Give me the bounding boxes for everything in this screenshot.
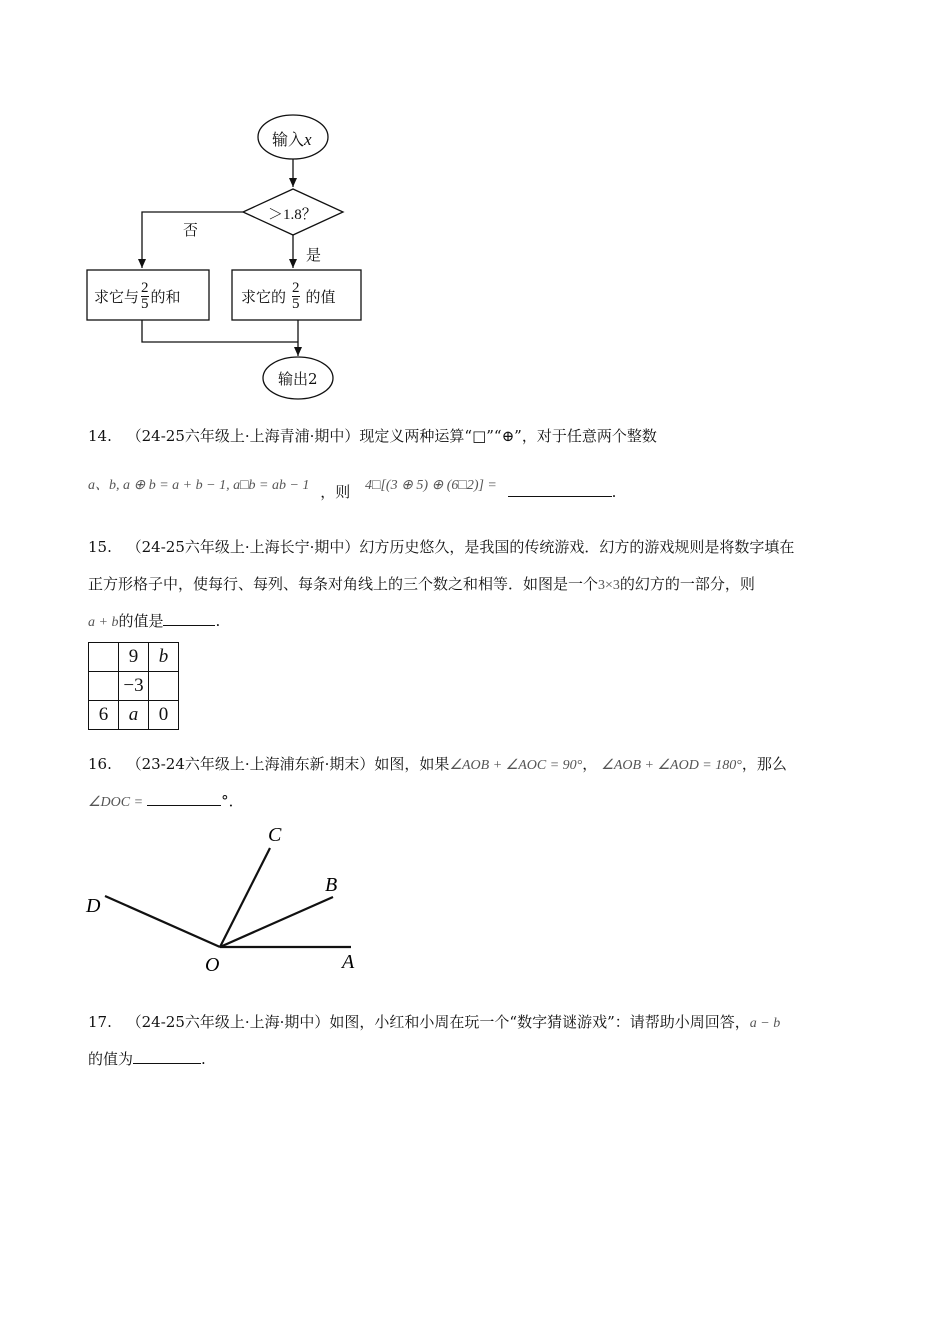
q17-ask: 的值为 [88, 1050, 134, 1068]
no-label: 否 [183, 221, 199, 239]
start-label: 输入x [272, 130, 312, 149]
question-text: 如图，小红和小周在玩一个“数字猜谜游戏”：请帮助小周回答， [329, 1013, 750, 1031]
magic-square [88, 642, 179, 730]
flowchart [0, 0, 420, 400]
q14-line2 [88, 473, 617, 501]
label-b: B [325, 874, 338, 896]
q17-line1 [88, 1011, 780, 1032]
end-label: 输出2 [278, 370, 318, 388]
q15-period: . [215, 612, 221, 630]
q15-ask: 的值是 [118, 612, 164, 630]
question-source: （24-25六年级上·上海·期中） [126, 1013, 330, 1031]
question-number: 16. [88, 755, 112, 773]
answer-blank[interactable] [133, 1049, 201, 1064]
q15-line3 [88, 610, 220, 631]
ray-oc [220, 848, 270, 947]
q16-separator: ， [582, 755, 598, 773]
label-c: C [268, 824, 282, 846]
answer-blank[interactable] [163, 611, 215, 626]
angle-diagram [80, 815, 380, 985]
answer-blank[interactable] [508, 482, 612, 497]
ray-od [105, 896, 220, 947]
decision-label: ＞1.8？ [268, 207, 317, 223]
question-text: 幻方历史悠久，是我国的传统游戏．幻方的游戏规则是将数字填在 [359, 538, 795, 556]
question-source: （23-24六年级上·上海浦东新·期末） [126, 755, 375, 773]
left-box-text: 求它与 $\frac{2}{5}$ 的和 [94, 279, 181, 312]
q14-period: . [611, 483, 617, 501]
question-number: 14. [88, 427, 112, 445]
label-d: D [86, 895, 101, 917]
magic-cell: a [119, 701, 149, 730]
q15-size: 3×3 [598, 578, 620, 593]
magic-cell: b [149, 643, 179, 672]
q14-connector: ，则 [320, 483, 351, 501]
question-source: （24-25六年级上·上海青浦·期中） [126, 427, 360, 445]
q14-definitions: a、b, a ⊕ b = a + b − 1, a□b = ab − 1 [88, 478, 310, 493]
q16-degree: °． [221, 792, 244, 810]
magic-cell [149, 672, 179, 701]
yes-label: 是 [306, 246, 322, 264]
magic-cell: −3 [119, 672, 149, 701]
magic-cell: 9 [119, 643, 149, 672]
answer-blank[interactable] [147, 791, 221, 806]
q17-period: . [201, 1050, 206, 1068]
q15-text-end: 的幻方的一部分，则 [619, 575, 755, 593]
q14-expression: 4□[(3 ⊕ 5) ⊕ (6□2)] = [365, 478, 497, 493]
label-o: O [205, 954, 220, 976]
q16-text2: ，那么 [741, 755, 787, 773]
magic-cell: 6 [89, 701, 119, 730]
question-text: 如图，如果 [374, 755, 450, 773]
right-box-text: 求它的 $\frac{2}{5}$ 的值 [241, 279, 336, 312]
q16-condition2: ∠AOB + ∠AOD = 180° [601, 758, 742, 773]
q15-expression: a + b [88, 615, 119, 630]
question-number: 17. [88, 1013, 112, 1031]
question-number: 15. [88, 538, 112, 556]
question-source: （24-25六年级上·上海长宁·期中） [126, 538, 360, 556]
q16-line2 [88, 790, 244, 811]
magic-cell: 0 [149, 701, 179, 730]
q15-line1 [88, 536, 794, 557]
magic-cell [89, 643, 119, 672]
ray-ob [220, 897, 333, 947]
question-text: 现定义两种运算“□”“⊕”，对于任意两个整数 [359, 427, 657, 445]
fraction: $\frac{2}{5}$ [292, 279, 300, 312]
q16-condition1: ∠AOB + ∠AOC = 90° [449, 758, 583, 773]
fraction: $\frac{2}{5}$ [141, 279, 149, 312]
q15-text: 正方形格子中，使每行、每列、每条对角线上的三个数之和相等．如图是一个 [88, 575, 599, 593]
label-a: A [342, 951, 355, 973]
q14-line1 [88, 425, 657, 446]
q16-line1 [88, 753, 787, 774]
q16-ask: ∠DOC = [88, 795, 144, 810]
q17-expression: a − b [749, 1016, 781, 1031]
q15-line2 [88, 573, 755, 594]
magic-cell [89, 672, 119, 701]
q17-line2 [88, 1048, 206, 1069]
